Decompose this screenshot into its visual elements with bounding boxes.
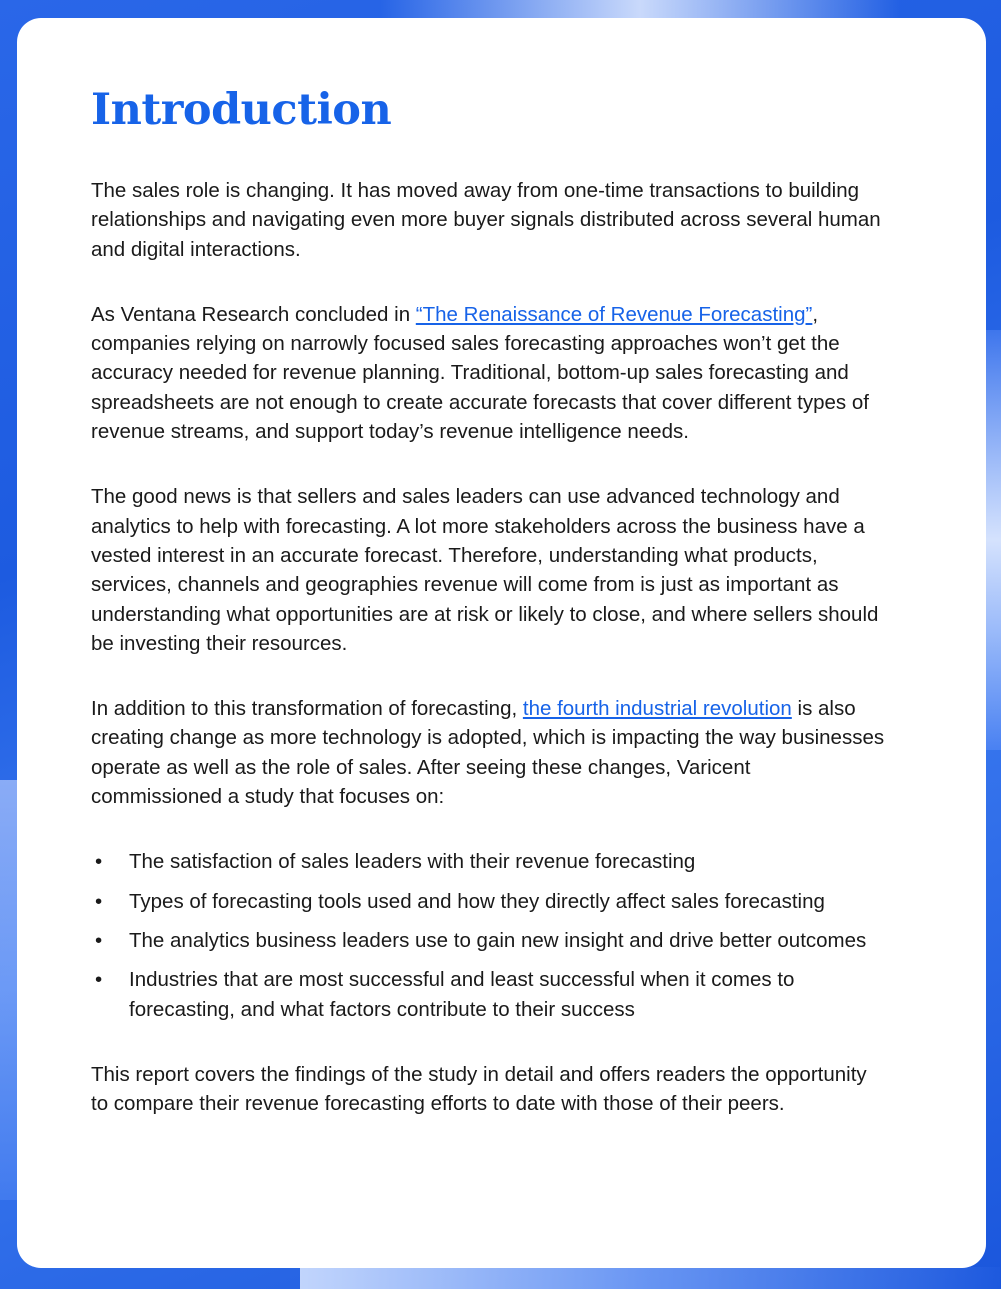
bullet-icon: • — [95, 968, 103, 992]
renaissance-report-link[interactable]: “The Renaissance of Revenue Forecasting” — [415, 302, 813, 326]
paragraph-ventana — [91, 300, 886, 446]
fourth-industrial-revolution-link[interactable]: the fourth industrial revolution — [522, 697, 792, 721]
page-title: Introduction — [91, 85, 392, 135]
content-card — [17, 18, 986, 1268]
paragraph-transformation-text-before: In addition to this transformation of forecasting, — [91, 697, 523, 721]
background-glow-bottom — [300, 1267, 1000, 1289]
list-item — [91, 887, 886, 916]
list-item-text: Types of forecasting tools used and how they directly affect sales forecasting — [129, 889, 825, 913]
bullet-icon: • — [95, 928, 103, 952]
paragraph-intro: The sales role is changing. It has moved away from one-time transactions to building relationships and navigating even more buyer signals distributed across several human and digital interactions. — [91, 179, 881, 261]
list-item — [91, 926, 886, 955]
bullet-icon: • — [95, 850, 103, 874]
paragraph-conclusion: This report covers the findings of the study in detail and offers readers the opportunity to compare their revenue forecasting efforts to date with those of their peers. — [91, 1062, 867, 1116]
paragraph-ventana-text-after: , companies relying on narrowly focused sales forecasting approaches won’t get the accuracy needed for revenue planning. Traditional, bottom-up sales forecasting and spreadsheets are not enough to create accurate forecasts that cover different types of revenue streams, and support today’s revenue intelligence needs. — [91, 302, 869, 444]
list-item — [91, 847, 886, 876]
paragraph-transformation — [91, 694, 886, 811]
paragraph-good-news: The good news is that sellers and sales leaders can use advanced technology and analytics to help with forecasting. A lot more stakeholders across the business have a vested interest in an accurate forecast. Therefore, understanding what products, services, channels and geographies revenue will come from is just as important as understanding what opportunities are at risk or likely to close, and where sellers should be investing their resources. — [91, 485, 879, 655]
background-glow-left — [0, 780, 18, 1200]
list-item-text: Industries that are most successful and least successful when it comes to forecasting, and what factors contribute to their success — [129, 968, 795, 1021]
bullet-icon: • — [95, 889, 103, 913]
paragraph-transformation-text-after: is also creating change as more technology is adopted, which is impacting the way businesses operate as well as the role of sales. After seeing these changes, Varicent commissioned a study that focuses on: — [91, 697, 885, 809]
list-item-text: The satisfaction of sales leaders with their revenue forecasting — [129, 850, 696, 874]
list-item — [91, 965, 886, 1024]
paragraph-ventana-text-before: As Ventana Research concluded in — [91, 302, 416, 326]
list-item-text: The analytics business leaders use to gain new insight and drive better outcomes — [129, 928, 867, 952]
study-focus-list — [91, 847, 886, 1023]
